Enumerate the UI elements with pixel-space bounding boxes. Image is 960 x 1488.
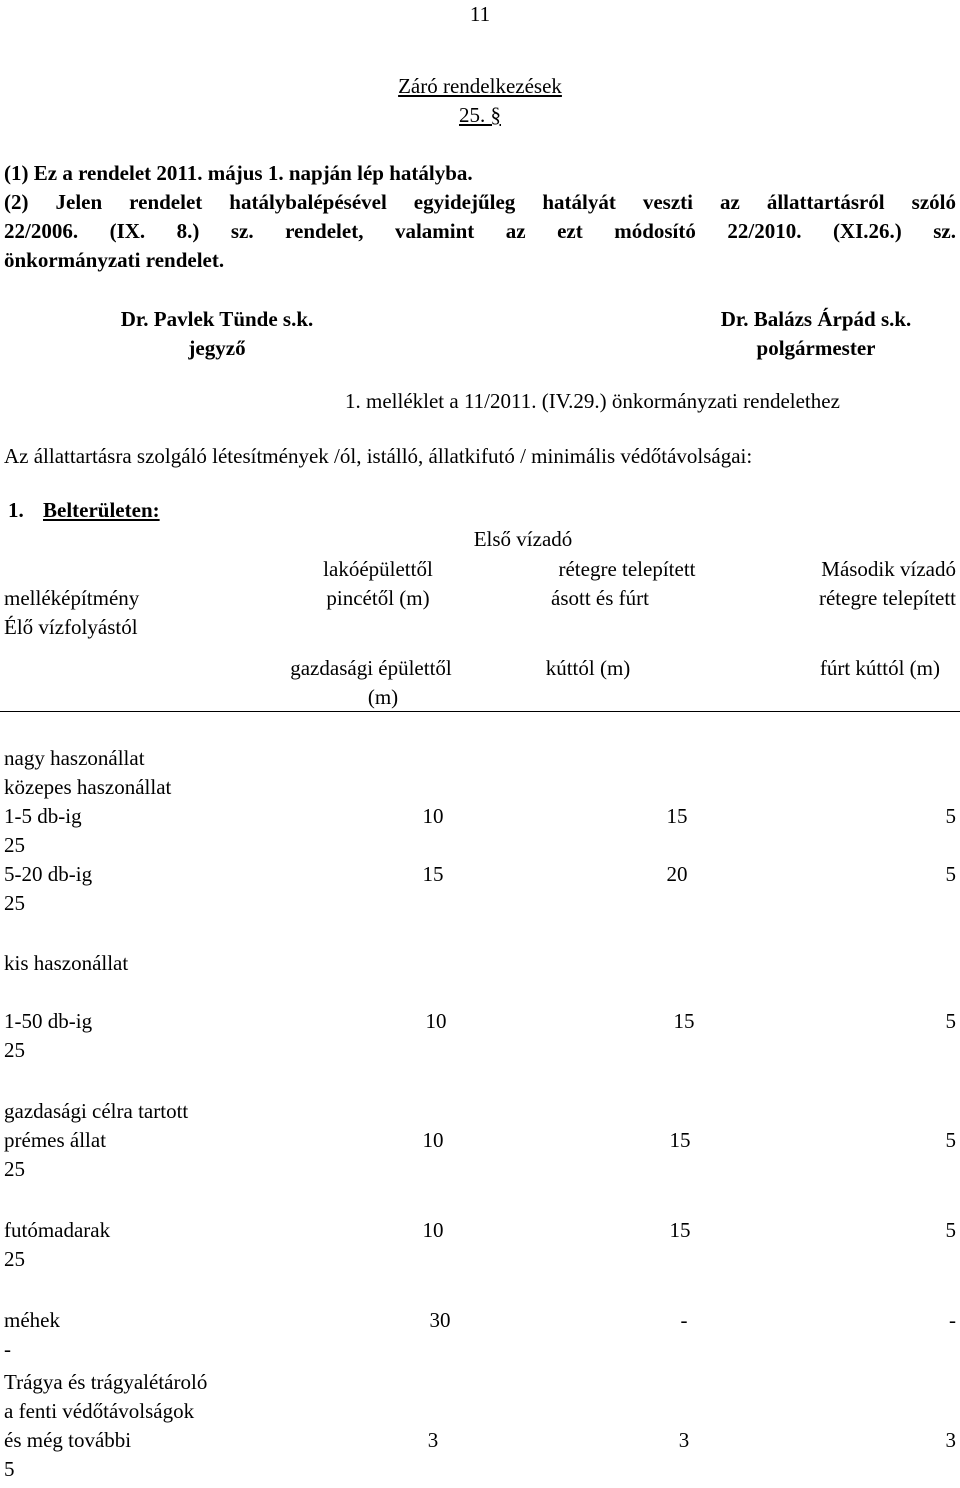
- row-value-elso: 15: [673, 1009, 695, 1033]
- row-value-lako: 3: [427, 1428, 439, 1452]
- row-value-lako: 10: [422, 804, 444, 828]
- row-value-lako: 10: [425, 1009, 447, 1033]
- row-value-lako: 10: [422, 1218, 444, 1242]
- row-value-elso: 20: [666, 862, 688, 886]
- provision-2-cont: 22/2006. (IX. 8.) sz. rendelet, valamint az ezt módosító 22/2010. (XI.26.) sz.: [4, 219, 956, 243]
- signature-right-name: Dr. Balázs Árpád s.k.: [720, 307, 912, 331]
- header-col2-line4: (m): [367, 685, 399, 709]
- row-value-masodik: -: [949, 1308, 956, 1332]
- row-value-vizfolyas: 5: [4, 1457, 15, 1481]
- row-label: futómadarak: [4, 1218, 111, 1242]
- row-value-vizfolyas: -: [4, 1337, 11, 1361]
- header-col3-line1: rétegre telepített: [558, 557, 696, 581]
- row-value-vizfolyas: 25: [4, 833, 25, 857]
- header-divider: [0, 711, 960, 712]
- signature-left-name: Dr. Pavlek Tünde s.k.: [120, 307, 314, 331]
- row-value-elso: 15: [669, 1218, 691, 1242]
- row-value-lako: 10: [422, 1128, 444, 1152]
- header-col3-line3: kúttól (m): [545, 656, 631, 680]
- row-value-elso: 15: [669, 1128, 691, 1152]
- header-col3-line0: Első vízadó: [473, 527, 573, 551]
- row-value-elso: -: [680, 1308, 688, 1332]
- row-value-masodik: 5: [945, 1128, 956, 1152]
- row-value-vizfolyas: 25: [4, 1157, 25, 1181]
- header-col1-line1: melléképítmény: [4, 586, 140, 610]
- header-col4-line1: Második vízadó: [821, 557, 956, 581]
- row-label-line2: prémes állat: [4, 1128, 107, 1152]
- row-label: méhek: [4, 1308, 60, 1332]
- header-col2-line1: lakóépülettől: [323, 557, 433, 581]
- signature-left-role: jegyző: [188, 336, 246, 360]
- signature-right-role: polgármester: [756, 336, 876, 360]
- row-label: 1-5 db-ig: [4, 804, 82, 828]
- header-col1-line2: Élő vízfolyástól: [4, 615, 138, 639]
- row-value-masodik: 5: [945, 1218, 956, 1242]
- row-label-line2: a fenti védőtávolságok: [4, 1399, 195, 1423]
- provision-2-end: önkormányzati rendelet.: [4, 248, 225, 272]
- row-value-vizfolyas: 25: [4, 1247, 25, 1271]
- annex-heading: 1. melléklet a 11/2011. (IV.29.) önkormányzati rendelethez: [345, 389, 840, 413]
- subheading-belterulet: Belterületen:: [43, 498, 160, 522]
- row-value-vizfolyas: 25: [4, 1038, 25, 1062]
- row-value-elso: 3: [678, 1428, 690, 1452]
- header-col4-line2: rétegre telepített: [818, 586, 956, 610]
- row-label: 1-50 db-ig: [4, 1009, 93, 1033]
- row-value-masodik: 5: [945, 862, 956, 886]
- row-value-lako: 15: [422, 862, 444, 886]
- category-kozepes: közepes haszonállat: [4, 775, 172, 799]
- provision-2: (2) Jelen rendelet hatálybalépésével egyidejűleg hatályát veszti az állattartásról szóló: [4, 190, 956, 214]
- header-col4-line3: fúrt kúttól (m): [819, 656, 940, 680]
- row-value-vizfolyas: 25: [4, 891, 25, 915]
- row-label-line3: és még további: [4, 1428, 132, 1452]
- row-label-line1: gazdasági célra tartott: [4, 1099, 189, 1123]
- category-kis: kis haszonállat: [4, 951, 129, 975]
- row-label: 5-20 db-ig: [4, 862, 93, 886]
- header-col2-line3: gazdasági épülettől: [290, 656, 452, 680]
- subheading-number: 1.: [8, 498, 24, 522]
- row-label-line1: Trágya és trágyalétároló: [4, 1370, 208, 1394]
- row-value-elso: 15: [666, 804, 688, 828]
- row-value-lako: 30: [429, 1308, 451, 1332]
- category-nagy: nagy haszonállat: [4, 746, 145, 770]
- provision-1: (1) Ez a rendelet 2011. május 1. napján lép hatályba.: [4, 161, 473, 185]
- header-col3-line2: ásott és fúrt: [551, 586, 649, 610]
- row-value-masodik: 3: [945, 1428, 956, 1452]
- annex-intro: Az állattartásra szolgáló létesítmények /ól, istálló, állatkifutó / minimális védőtávolságai:: [4, 444, 753, 468]
- header-col2-line2: pincétől (m): [326, 586, 430, 610]
- paragraph-number: 25. §: [459, 103, 501, 127]
- row-value-masodik: 5: [945, 804, 956, 828]
- row-value-masodik: 5: [945, 1009, 956, 1033]
- page-number: 11: [469, 2, 491, 26]
- section-title: Záró rendelkezések: [398, 74, 562, 98]
